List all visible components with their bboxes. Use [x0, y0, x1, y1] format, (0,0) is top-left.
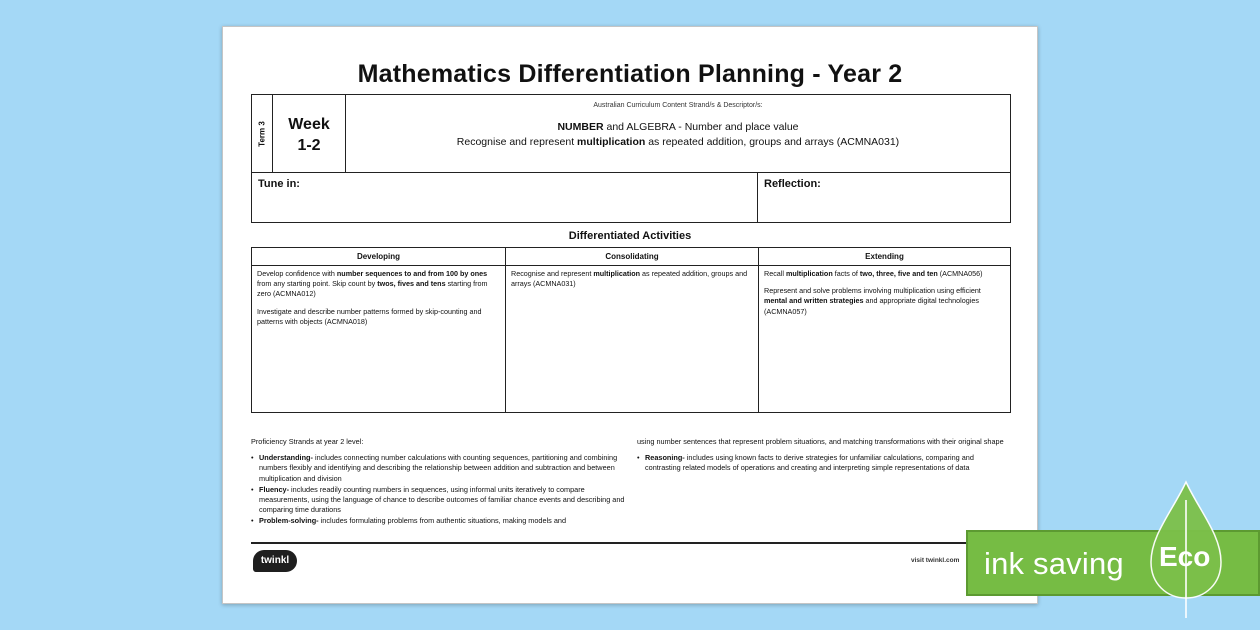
proficiency-continued: using number sentences that represent problem situations, and matching transformations with their original shape	[637, 437, 1004, 446]
proficiency-list-2	[637, 453, 1011, 473]
text-bold: two, three, five and ten	[859, 269, 938, 278]
footer-divider	[251, 542, 1011, 544]
text: facts of	[832, 269, 860, 278]
strand-rest: and ALGEBRA - Number and place value	[603, 121, 799, 133]
text: from any starting point. Skip count by	[257, 279, 378, 289]
item-label: Understanding-	[259, 453, 313, 463]
tune-in-label: Tune in:	[258, 178, 300, 190]
page-title: Mathematics Differentiation Planning - Year 2	[357, 60, 903, 88]
reasoning-item	[637, 453, 1011, 473]
header-box	[251, 94, 1011, 173]
text: Develop confidence with	[257, 269, 337, 278]
text: Represent and solve problems involving multiplication using efficient	[764, 286, 981, 296]
differentiated-title: Differentiated Activities	[568, 230, 692, 242]
proficiency-intro: Proficiency Strands at year 2 level:	[251, 437, 364, 446]
tune-in-box	[251, 173, 758, 223]
text: and appropriate digital technologies (ACMNA057)	[764, 296, 979, 316]
text-bold: number sequences to and from 100 by ones	[336, 269, 488, 278]
text: starting from zero (ACMNA012)	[257, 279, 488, 299]
developing-p2: Investigate and describe number patterns formed by skip-counting and patterns with objects (ACMNA018)	[257, 306, 482, 326]
visit-link[interactable]: visit twinkl.com	[911, 557, 960, 564]
week-cell	[273, 95, 346, 172]
item-label: Fluency-	[259, 484, 290, 494]
item-text: includes using known facts to derive strategies for unfamiliar calculations, comparing and contrasting related models of operations and creating and interpreting simple representations of data	[645, 453, 974, 473]
twinkl-logo: twinkl	[253, 550, 297, 572]
text: Recall	[764, 269, 786, 278]
problem-solving-item	[251, 516, 625, 526]
descriptor-bold: multiplication	[577, 136, 646, 148]
consolidating-p1	[511, 269, 753, 289]
worksheet-page	[222, 26, 1038, 604]
extending-column	[758, 248, 1010, 412]
proficiency-left	[251, 437, 625, 528]
descriptor-line	[346, 136, 1010, 148]
item-label: Reasoning-	[645, 453, 685, 463]
strand-bold: NUMBER	[557, 121, 604, 133]
week-label: Week	[288, 116, 330, 133]
text-bold: multiplication	[785, 269, 833, 278]
text-bold: mental and written strategies	[764, 296, 864, 306]
consolidating-column	[505, 248, 758, 412]
consolidating-header: Consolidating	[506, 248, 758, 266]
text-bold: twos, fives and tens	[377, 279, 446, 289]
ink-saving-label: ink saving	[984, 546, 1124, 581]
developing-header: Developing	[252, 248, 505, 266]
item-text: includes connecting number calculations with counting sequences, partitioning and combining numbers flexibly and identifying and describing the relationship between addition and subtraction and between multiplication and division	[259, 453, 618, 483]
week-range: 1-2	[297, 137, 321, 154]
item-text: includes formulating problems from authentic situations, making models and	[318, 516, 567, 526]
curriculum-label: Australian Curriculum Content Strand/s & Descriptor/s:	[593, 102, 763, 109]
activities-table	[251, 247, 1011, 413]
descriptor-pre: Recognise and represent	[456, 136, 578, 148]
fluency-item	[251, 485, 625, 516]
term-cell	[252, 95, 273, 172]
proficiency-right	[637, 437, 1011, 475]
understanding-item	[251, 453, 625, 484]
text: (ACMNA056)	[937, 269, 983, 278]
reflection-box	[757, 173, 1011, 223]
developing-p1	[257, 269, 500, 300]
text: as repeated addition, groups and arrays (ACMNA031)	[511, 269, 748, 289]
text-bold: multiplication	[593, 269, 641, 278]
curriculum-cell	[346, 95, 1010, 148]
extending-header: Extending	[759, 248, 1010, 266]
developing-body	[252, 266, 505, 337]
proficiency-list	[251, 453, 625, 526]
eco-label: Eco	[1159, 541, 1211, 572]
item-label: Problem-solving-	[259, 516, 319, 526]
strand-line	[346, 121, 1010, 133]
extending-body	[759, 266, 1010, 327]
extending-p2	[764, 286, 1005, 317]
text: Recognise and represent	[511, 269, 594, 278]
developing-column	[252, 248, 505, 412]
term-label: Term 3	[257, 120, 267, 147]
reflection-label: Reflection:	[764, 178, 821, 190]
extending-p1	[764, 269, 1005, 279]
descriptor-post: as repeated addition, groups and arrays (ACMNA031)	[645, 136, 900, 148]
consolidating-body	[506, 266, 758, 299]
item-text: includes readily counting numbers in sequences, using informal units iteratively to compare measurements, using the language of chance to describe outcomes of familiar chance events and describing and comparing time durations	[259, 484, 625, 515]
